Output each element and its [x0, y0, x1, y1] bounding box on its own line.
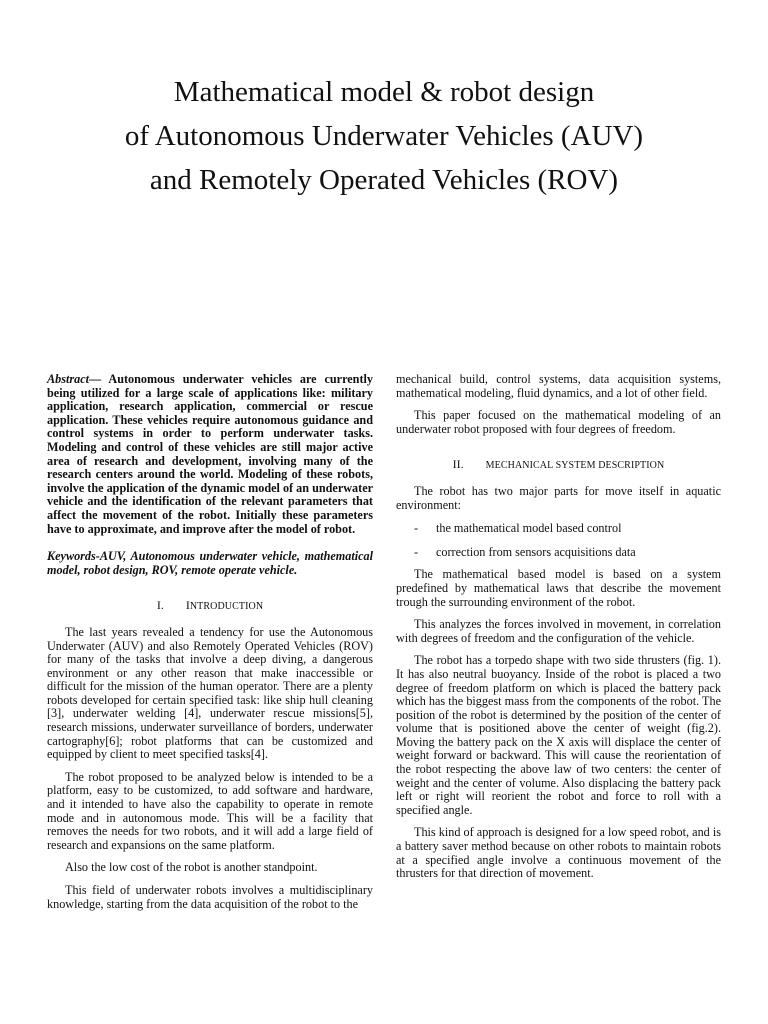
section-number: II.: [452, 457, 464, 472]
list-item-text: the mathematical model based control: [436, 521, 622, 536]
mech-paragraph-1: The robot has two major parts for move itself in aquatic environment:: [396, 483, 721, 512]
keywords: [47, 550, 373, 577]
intro-paragraph-4: This field of underwater robots involves a multidisciplinary knowledge, starting from the data acquisition of the robot to the: [47, 883, 373, 911]
keywords-label: Keywords-: [47, 549, 100, 564]
section-heading-text: MECHANICAL SYSTEM DESCRIPTION: [485, 460, 665, 472]
keywords-text: AUV, Autonomous underwater vehicle, mathematical model, robot design, ROV, remote operate vehicle.: [47, 549, 373, 577]
title-line-3: and Remotely Operated Vehicles (ROV): [149, 164, 619, 196]
section-heading-initial: I: [185, 598, 190, 613]
mech-paragraph-3: This analyzes the forces involved in movement, in correlation with degrees of freedom and the configuration of the vehicle.: [396, 617, 721, 645]
section-heading-mechanical: [396, 458, 721, 473]
abstract-label: Abstract—: [47, 372, 102, 386]
right-column: [396, 373, 721, 881]
section-heading-rest: NTRODUCTION: [189, 601, 264, 613]
paper-title: [0, 70, 768, 202]
intro-paragraph-3: Also the low cost of the robot is another standpoint.: [65, 860, 318, 875]
intro-paragraph-2: The robot proposed to be analyzed below is intended to be a platform, easy to be customized, to add software and hardware, and it intended to have also the capability to operate in remote mode and in autonomous mode. This will be a facility that removes the needs for two robots, and it will add a large field of research and expansions on the same platform.: [47, 769, 373, 852]
abstract: [47, 373, 373, 536]
list-item-text: correction from sensors acquisitions data: [436, 544, 636, 559]
intro-paragraph-1: The last years revealed a tendency for use the Autonomous Underwater (AUV) and also Remotely Operated Vehicles (ROV) for many of the tasks that involve a deep diving, a dangerous environment or any other reason that make inaccessible or difficult for the mission of the human operator. There are a plenty robots developed for certain specified task: like ship hull cleaning [3], underwater welding [4], underwater rescue missions[5], research missions, underwater surveillance of borders, underwater cartography[6]; robot platforms that can be customized and equipped by client to meet specified tasks[4].: [47, 624, 373, 762]
mech-paragraph-2: The mathematical based model is based on a system predefined by mathematical laws that describe the movement trough the surrounding environment of the robot.: [396, 567, 721, 609]
mech-paragraph-5: This kind of approach is designed for a low speed robot, and is a battery saver method because on other robots to maintain robots at a specified angle involve a continuous movement of the thrusters for that direction of movement.: [396, 825, 721, 881]
right-paragraph-1: This paper focused on the mathematical modeling of an underwater robot proposed with four degrees of freedom.: [396, 408, 721, 436]
list-dash: -: [414, 544, 419, 559]
list-dash: -: [414, 521, 419, 536]
left-column: [47, 373, 373, 911]
abstract-text: Autonomous underwater vehicles are currently being utilized for a large scale of applications like: military application, research application, commercial or rescue application. These vehicles require autonomous guidance and control systems in order to perform underwater tasks. Modeling and control of these vehicles are still major active area of research and development, involving many of the research centers around the world. Modeling of these robots, involve the application of the dynamic model of an underwater vehicle and the identification of the relevant parameters that affect the movement of the robot. Initially these parameters have to approximate, and improve after the model of robot.: [47, 372, 374, 536]
section-heading-introduction: [47, 599, 373, 614]
right-paragraph-continued: mechanical build, control systems, data acquisition systems, mathematical modeling, fluid dynamics, and a lot of other field.: [396, 372, 721, 400]
mech-paragraph-4: The robot has a torpedo shape with two side thrusters (fig. 1). It has also neutral buoyancy. Inside of the robot is placed a two degree of freedom platform on which is placed the battery pack which has the biggest mass from the components of the robot. The position of the robot is determined by the position of the center of volume that is positioned above the center of weight (fig.2). Moving the battery pack on the X axis will displace the center of weight forward or backward. This will cause the reorientation of the robot respecting the above law of two centers: the center of weight and the center of volume. Also displacing the battery pack left or right will reorient the robot and force to roll with a specified angle.: [396, 653, 721, 817]
list-item: [396, 522, 721, 536]
title-line-2: of Autonomous Underwater Vehicles (AUV): [124, 120, 644, 152]
section-number: I.: [156, 598, 164, 613]
list-item: [396, 546, 721, 560]
title-line-1: Mathematical model & robot design: [173, 76, 595, 108]
